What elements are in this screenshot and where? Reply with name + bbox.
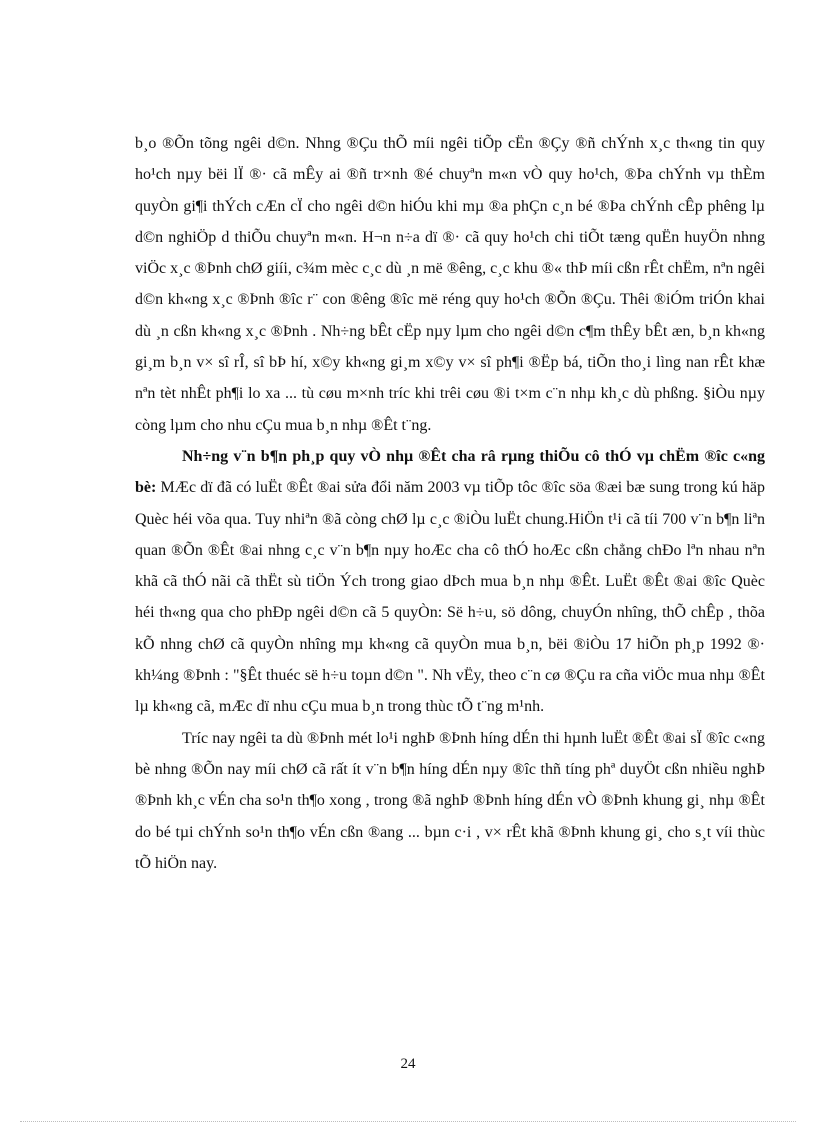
paragraph-3 [135,723,765,879]
paragraph-2-bold-heading: Nh÷ng v¨n b¶n ph¸p quy vÒ nhµ ®Êt cha râ rµng thiÕu cô thÓ vµ chËm ®îc c«ng bè: [135,447,765,497]
page-number: 24 [400,1056,416,1072]
paragraph-3-text: Tríc nay ngêi ta dù ®Þnh mét lo¹i nghÞ ®Þnh híng dÉn thi hµnh luËt ®Êt ®ai sÏ ®îc c«ng bè nhng ®Õn nay míi chØ cã rất ít v¨n b¶n híng dÉn nµy ®îc thñ tíng phª duyÖt cßn nhiều nghÞ ®Þnh kh¸c vÉn cha so¹n th¶o xong , trong ®ã nghÞ ®Þnh híng dÉn vÒ ®Þnh khung gi¸ nhµ ®Êt do bé tµi chÝnh so¹n th¶o vÉn cßn ®ang ... bµn c·i , v× rÊt khã ®Þnh khung gi¸ cho s¸t víi thùc tÕ hiÖn nay. [135,729,765,872]
paragraph-1 [135,128,765,441]
body-text [135,128,765,879]
paragraph-1-text: b¸o ®Õn tõng ngêi d©n. Nhng ®Çu thÕ míi ngêi tiÕp cËn ®Çy ®ñ chÝnh x¸c th«ng tin quy ho¹ch nµy bëi lÏ ®· cã mÊy ai ®ñ tr×nh ®é chuyªn m«n vÒ quy ho¹ch, ®Þa chÝnh vµ thÈm quyÒn gi¶i thÝch cÆn cÏ cho ngêi d©n hiÓu khi mµ ®a phÇn c¸n bé ®Þa chÝnh cÊp phêng lµ d©n nghiÖp d thiÕu chuyªn m«n. H¬n n÷a dï ®· cã quy ho¹ch chi tiÕt tæng quËn huyÖn nhng viÖc x¸c ®Þnh chØ giíi, c¾m mèc c¸c dù ¸n më ®êng, c¸c khu ®« thÞ míi cßn rÊt chËm, nªn ngêi d©n kh«ng x¸c ®Þnh ®îc r¨ con ®êng ®îc më réng quy ho¹ch ®Õn ®Çu. Thêi ®iÓm triÓn khai dù ¸n cßn kh«ng x¸c ®Þnh . Nh÷ng bÊt cËp nµy lµm cho ngêi d©n c¶m thÊy bÊt æn, b¸n kh«ng gi¸m b¸n v× sî rÎ, sî bÞ hí, x©y kh«ng gi¸m x©y v× sî ph¶i ®Ëp bá, tiÕn tho¸i lìng nan rÊt khæ nªn tèt nhÊt ph¶i lo xa ... tù cøu m×nh tríc khi trêi cøu ®i t×m c¨n nhµ kh¸c dù phßng. §iÒu nµy còng lµm cho nhu cÇu mua b¸n nhµ ®Êt t¨ng. [135,135,765,434]
page-bottom-divider [20,1121,796,1122]
paragraph-2-text: MÆc dï đã có luËt ®Êt ®ai sửa đổi năm 2003 vµ tiÕp tôc ®îc söa ®æi bæ sung trong kú häp Quèc héi võa qua. Tuy nhiªn ®ã còng chØ lµ c¸c ®iÒu luËt chung.HiÖn t¹i cã tíi 700 v¨n b¶n liªn quan ®Õn ®Êt ®ai nhng c¸c v¨n b¶n nµy hoÆc cha cô thÓ hoÆc cßn chẳng chÐo lªn nhau nªn khã cã thÓ nãi cã thËt sù tiÖn Ých trong giao dÞch mua b¸n nhµ ®Êt. LuËt ®Êt ®ai ®îc Quèc héi th«ng qua cho phÐp ngêi d©n cã 5 quyÒn: Së h÷u, sö dông, chuyÓn nhîng, thÕ chÊp , thõa kÕ nhng chØ cã quyÒn nhîng mµ kh«ng cã quyÒn mua b¸n, bëi ®iÒu 17 hiÕn ph¸p 1992 ®· kh¼ng ®Þnh : "§Êt thuéc së h÷u toµn d©n ". Nh vËy, theo c¨n cø ®Çu ra cña viÖc mua nhµ ®Êt lµ kh«ng cã, mÆc dï nhu cÇu mua b¸n trong thùc tÕ t¨ng m¹nh. [135,479,765,716]
paragraph-2 [135,441,765,723]
